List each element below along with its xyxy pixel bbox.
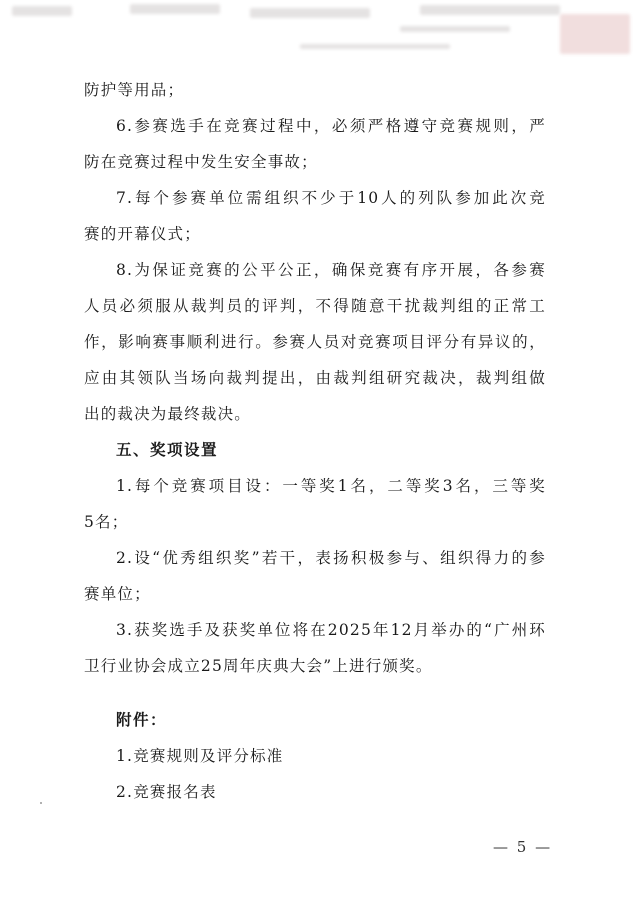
body-line: 6.参赛选手在竞赛过程中，必须严格遵守竞赛规则，严	[116, 117, 546, 135]
section-heading: 五、奖项设置	[116, 441, 219, 459]
body-line: 3.获奖选手及获奖单位将在2025年12月举办的“广州环	[116, 621, 546, 639]
body-line: 出的裁决为最终裁决。	[84, 405, 252, 423]
body-line: 应由其领队当场向裁判提出，由裁判组研究裁决，裁判组做	[84, 369, 546, 387]
body-line: 8.为保证竞赛的公平公正，确保竞赛有序开展，各参赛	[116, 261, 546, 279]
scan-speck	[40, 802, 42, 804]
body-line: 赛的开幕仪式；	[84, 225, 201, 243]
attachment-item: 2.竞赛报名表	[116, 783, 217, 801]
body-line: 作，影响赛事顺利进行。参赛人员对竞赛项目评分有异议的，	[84, 333, 546, 351]
body-line: 卫行业协会成立25周年庆典大会”上进行颁奖。	[84, 657, 433, 675]
attachments-heading: 附件：	[116, 711, 168, 729]
body-line: 赛单位；	[84, 585, 151, 603]
body-line: 防在竞赛过程中发生安全事故；	[84, 153, 318, 171]
body-line: 1.每个竞赛项目设：一等奖1名，二等奖3名，三等奖	[116, 477, 546, 495]
body-line: 5名；	[84, 513, 129, 531]
page-number: — 5 —	[493, 838, 553, 856]
body-line: 人员必须服从裁判员的评判，不得随意干扰裁判组的正常工	[84, 297, 546, 315]
body-line: 防护等用品；	[84, 81, 185, 99]
attachment-item: 1.竞赛规则及评分标准	[116, 747, 284, 765]
body-line: 2.设“优秀组织奖”若干，表扬积极参与、组织得力的参	[116, 549, 546, 567]
body-line: 7.每个参赛单位需组织不少于10人的列队参加此次竞	[116, 189, 546, 207]
scan-bleed-through	[0, 0, 638, 70]
